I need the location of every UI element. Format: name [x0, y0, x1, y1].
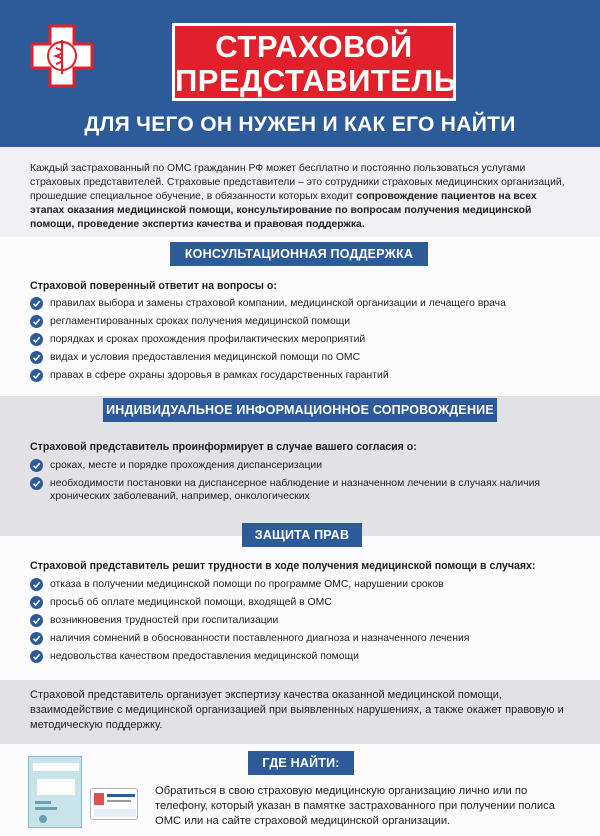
check-icon [30, 477, 43, 490]
oms-policy-card-image [90, 788, 138, 820]
list-item: наличия сомнений в обоснованности поставленного диагноза и назначенного лечения [30, 632, 575, 645]
check-icon [30, 351, 43, 364]
list-item: сроках, месте и порядке прохождения диспансеризации [30, 459, 575, 472]
section-consult-label: КОНСУЛЬТАЦИОННАЯ ПОДДЕРЖКА [170, 242, 428, 266]
check-icon [30, 650, 43, 663]
check-icon [30, 333, 43, 346]
memo-graphic [29, 757, 83, 829]
list-item: отказа в получении медицинской помощи по программе ОМС, нарушении сроков [30, 578, 575, 591]
check-icon [30, 315, 43, 328]
check-icon [30, 632, 43, 645]
where-label: ГДЕ НАЙТИ: [248, 751, 354, 775]
list-item: правах в сфере охраны здоровья в рамках государственных гарантий [30, 369, 575, 382]
section-info-list [30, 459, 575, 508]
section-info-label: ИНДИВИДУАЛЬНОЕ ИНФОРМАЦИОННОЕ СОПРОВОЖДЕНИЕ [103, 398, 497, 422]
title-line-2: ПРЕДСТАВИТЕЛЬ [175, 63, 457, 98]
header-banner [0, 0, 600, 147]
list-item: недовольства качеством предоставления медицинской помощи [30, 650, 575, 663]
section-consult-lead: Страховой поверенный ответит на вопросы о: [30, 280, 277, 292]
policy-card-graphic [91, 789, 139, 821]
intro-text: Каждый застрахованный по ОМС гражданин РФ может бесплатно и постоянно пользоваться услугами страховых представителей. Страховые представители – это сотрудники страховых медицинских организаций, прошедшие специальное обучение, в обязанности которых входит [30, 163, 565, 202]
title-line-1: СТРАХОВОЙ [215, 29, 413, 64]
insurance-memo-image [28, 756, 82, 828]
list-item: просьб об оплате медицинской помощи, входящей в ОМС [30, 596, 575, 609]
section-rights-lead: Страховой представитель решит трудности в ходе получения медицинской помощи в случаях: [30, 560, 536, 572]
list-item: возникновения трудностей при госпитализации [30, 614, 575, 627]
list-item: необходимости постановки на диспансерное наблюдение и назначенном лечении в случаях наличия хронических заболеваний, например, онкологических [30, 477, 575, 503]
check-icon [30, 297, 43, 310]
list-item: регламентированных сроках получения медицинской помощи [30, 315, 575, 328]
check-icon [30, 459, 43, 472]
section-rights-list [30, 578, 575, 668]
check-icon [30, 578, 43, 591]
check-icon [30, 614, 43, 627]
list-item: порядках и сроках прохождения профилактических мероприятий [30, 333, 575, 346]
section-consult-list [30, 297, 575, 387]
check-icon [30, 596, 43, 609]
section-rights-label: ЗАЩИТА ПРАВ [242, 523, 362, 547]
section-info-lead: Страховой представитель проинформирует в случае вашего согласия о: [30, 441, 417, 453]
check-icon [30, 369, 43, 382]
list-item: правилах выбора и замены страховой компании, медицинской организации и лечащего врача [30, 297, 575, 310]
medical-cross-logo [30, 24, 94, 88]
intro-paragraph [0, 147, 600, 237]
expertise-paragraph: Страховой представитель организует экспертизу качества оказанной медицинской помощи, взаимодействие с медицинской организацией при выявленных нарушениях, а также окажет правовую и методическую поддержку. [0, 680, 600, 744]
where-text: Обратиться в свою страховую медицинскую организацию лично или по телефону, который указан в памятке застрахованного при получении полиса ОМС или на сайте страховой медицинской организации. [155, 785, 555, 827]
page-title [172, 23, 456, 101]
page-subtitle: ДЛЯ ЧЕГО ОН НУЖЕН И КАК ЕГО НАЙТИ [84, 113, 516, 136]
intro-bold-text: сопровождение пациентов на всех этапах оказания медицинской помощи, консультирование по вопросам получения медицинской помощи, проведение экспертиз качества и правовая поддержка. [30, 191, 537, 230]
list-item: видах и условия предоставления медицинской помощи по ОМС [30, 351, 575, 364]
